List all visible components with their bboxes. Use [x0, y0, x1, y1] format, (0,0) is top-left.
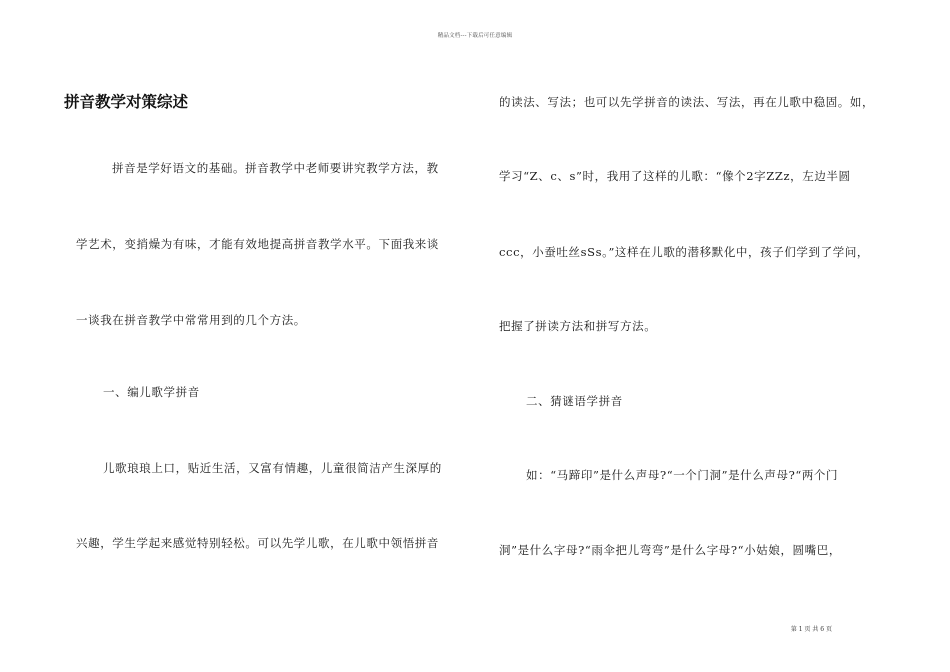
- right-paragraph-line: 把握了拼读方法和拼写方法。: [499, 319, 657, 333]
- section-heading: 一、编儿歌学拼音: [103, 385, 200, 399]
- right-paragraph-line: 如：“马蹄印”是什么声母?“一个门洞”是什么声母?“两个门: [526, 468, 839, 482]
- left-paragraph-line: 儿歌琅琅上口，贴近生活，又富有情趣，儿童很简洁产生深厚的: [103, 461, 442, 475]
- right-paragraph-line: 学习“Z、c、s”时，我用了这样的儿歌：“像个2字ZZz，左边半圆: [499, 169, 851, 183]
- section-heading: 二、猜谜语学拼音: [526, 394, 623, 408]
- left-paragraph-line: 学艺术，变捎燥为有味，才能有效地提高拼音教学水平。下面我来谈: [76, 237, 439, 251]
- right-paragraph-line: 的读法、写法；也可以先学拼音的读法、写法，再在儿歌中稳固。如，: [499, 95, 875, 109]
- document-title: 拼音教学对策综述: [64, 92, 189, 111]
- left-paragraph-line: 一谈我在拼音教学中常常用到的几个方法。: [76, 313, 306, 327]
- left-paragraph-line: 兴趣，学生学起来感觉特别轻松。可以先学儿歌，在儿歌中领悟拼音: [76, 536, 439, 550]
- right-paragraph-line: ccc，小蚕吐丝sSs。”这样在儿歌的潜移默化中，孩子们学到了学问，: [499, 245, 870, 259]
- page-header: 精品文档---下载后可任意编辑: [437, 33, 513, 39]
- page-number: 第 1 页 共 6 页: [790, 626, 832, 633]
- left-paragraph-line: 拼音是学好语文的基础。拼音教学中老师要讲究教学方法，教: [112, 161, 439, 175]
- right-paragraph-line: 洞”是什么字母?“雨伞把儿弯弯”是什么字母?“小姑娘，圆嘴巴，: [499, 543, 841, 557]
